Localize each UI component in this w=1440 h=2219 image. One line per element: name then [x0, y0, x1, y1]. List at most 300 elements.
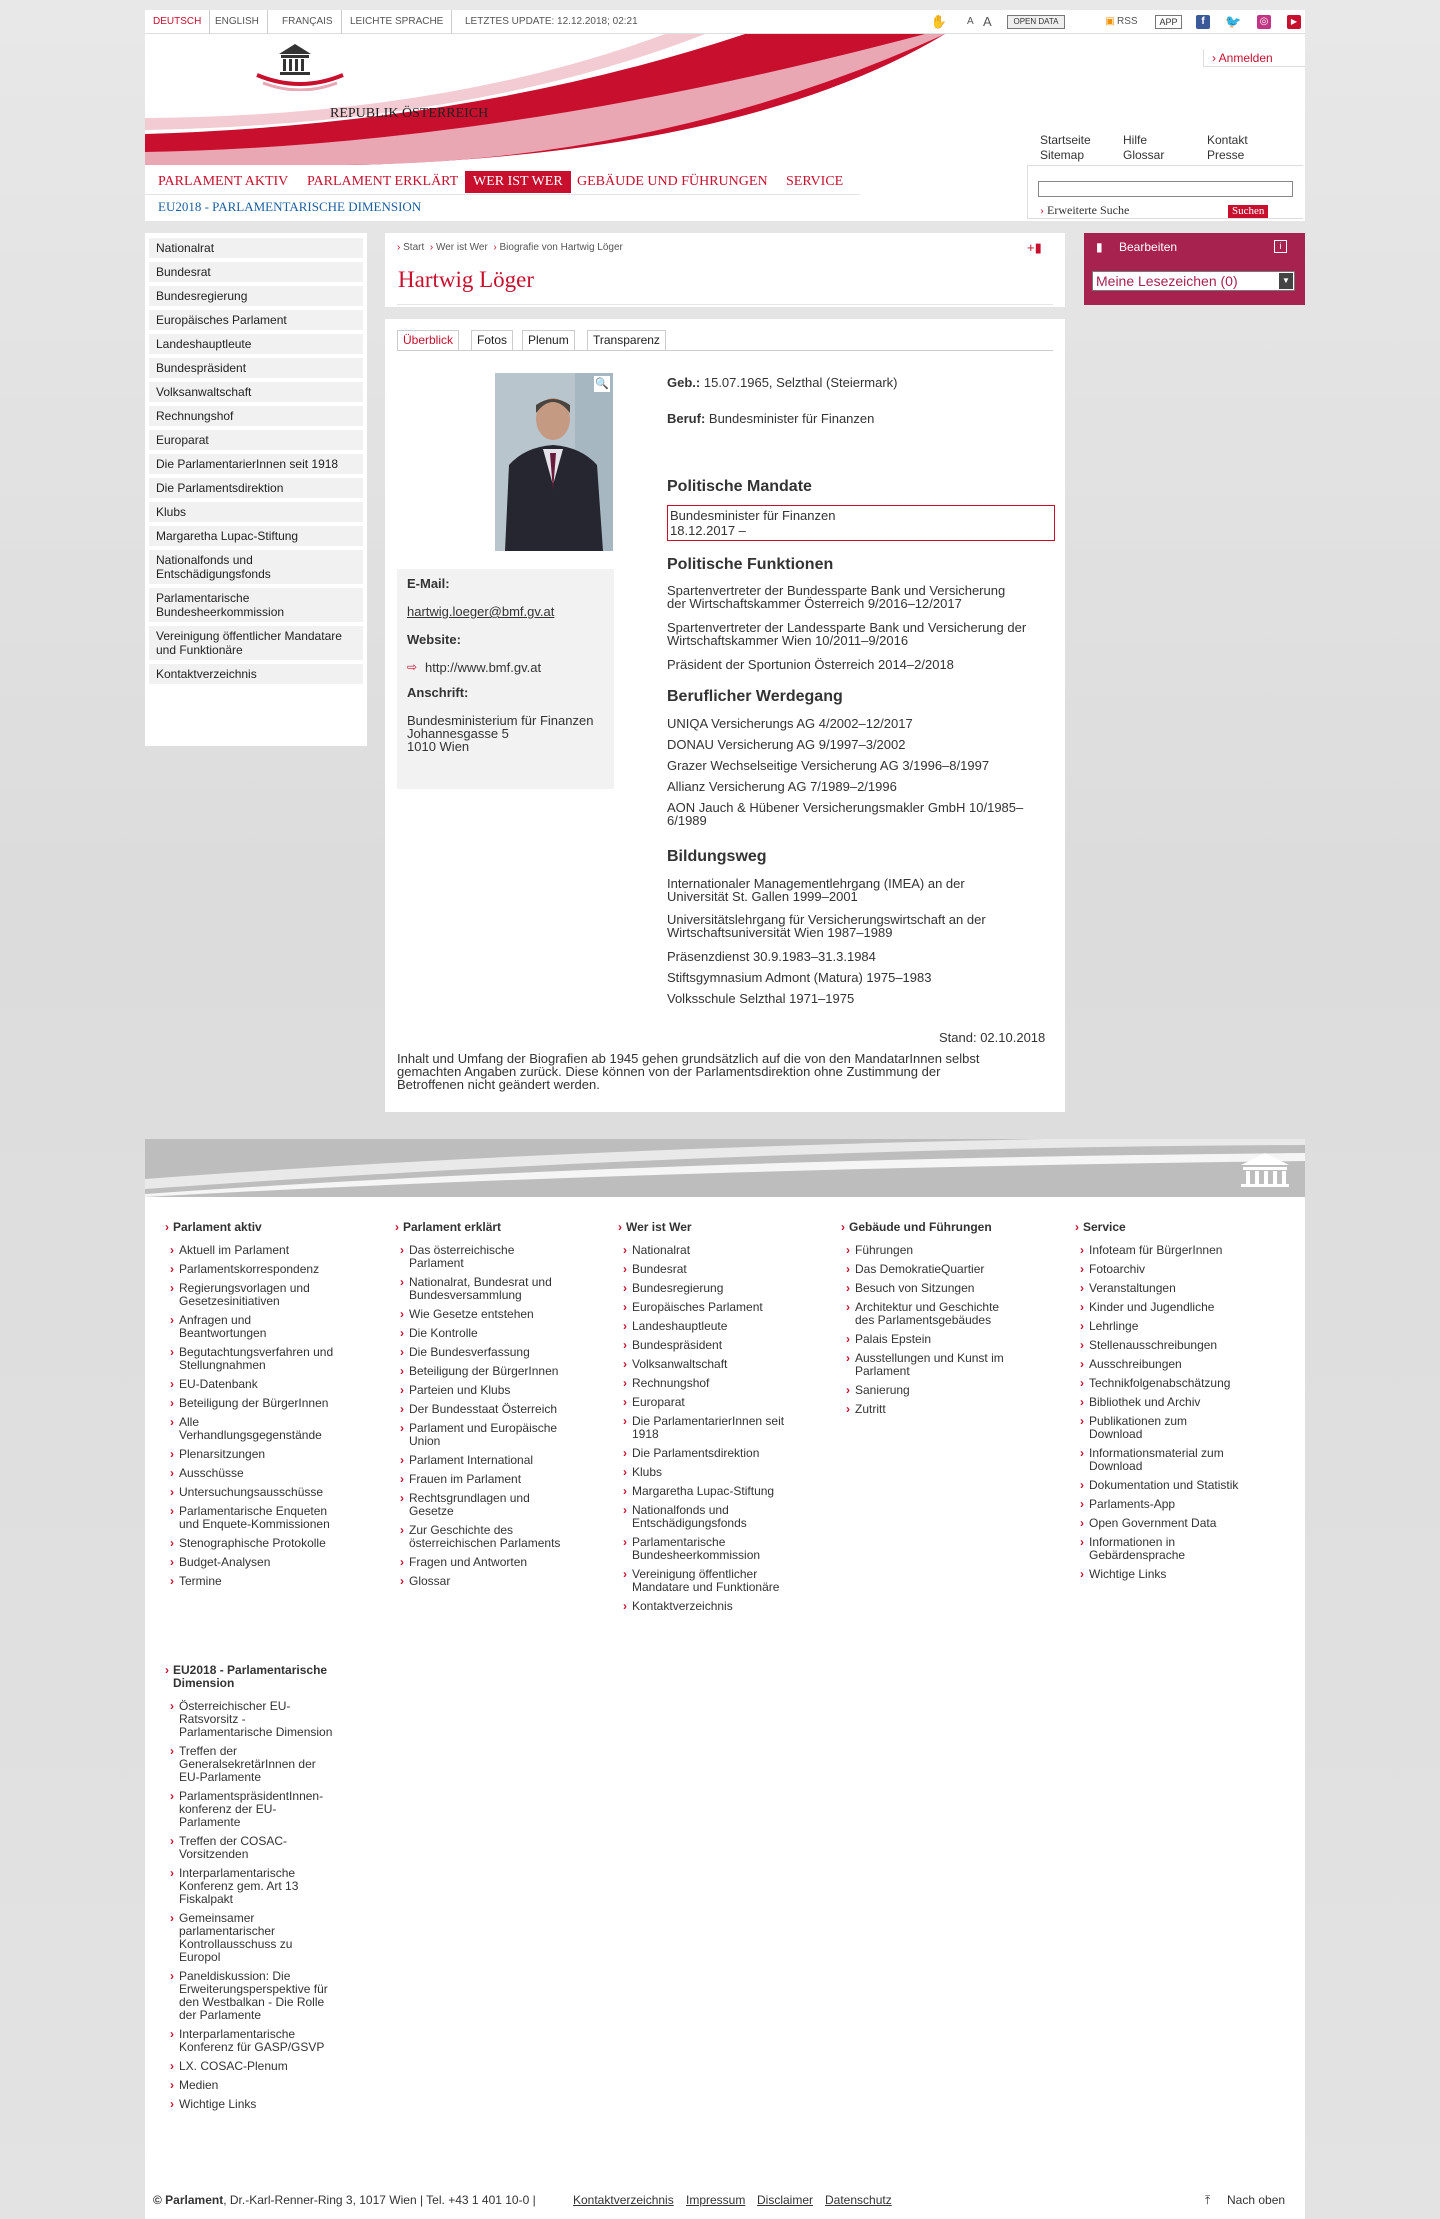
footer-column — [165, 1221, 375, 1594]
education-item: Stiftsgymnasium Admont (Matura) 1975–1983 — [667, 970, 932, 985]
footer-link-line: › Nationalfonds und — [632, 1503, 729, 1517]
education-heading: Bildungsweg — [667, 848, 767, 865]
sidebar-item[interactable]: Bundesrat — [149, 262, 363, 282]
last-update: LETZTES UPDATE: 12.12.2018; 02:21 — [465, 16, 638, 27]
title-panel — [385, 233, 1065, 307]
zoom-icon[interactable]: 🔍 — [595, 378, 609, 390]
sign-language-icon[interactable]: ✋ — [930, 14, 948, 29]
footer-link-line: Mandatare und Funktionäre — [632, 1580, 780, 1594]
sidebar-item[interactable]: Nationalfonds und Entschädigungsfonds — [149, 550, 363, 584]
footer-link-line: konferenz der EU- — [179, 1802, 277, 1816]
footer-link-line: › Untersuchungsausschüsse — [179, 1485, 324, 1499]
footer-link-line: › Glossar — [409, 1574, 451, 1588]
footer-link[interactable] — [395, 1327, 605, 1340]
sidebar-item[interactable]: Die ParlamentarierInnen seit 1918 — [149, 454, 363, 474]
rss-link[interactable]: RSS — [1117, 16, 1138, 27]
footer-link[interactable] — [1075, 1568, 1285, 1581]
footer-link-line: › Veranstaltungen — [1089, 1281, 1176, 1295]
footer-link-line: › Frauen im Parlament — [409, 1472, 522, 1486]
footer-link-line: › Wie Gesetze entstehen — [409, 1307, 534, 1321]
footer-link-line: des Parlamentsgebäudes — [855, 1313, 992, 1327]
footer-link-line: Gesetzesinitiativen — [179, 1294, 280, 1308]
footer-link[interactable] — [165, 1282, 375, 1308]
footer-heading[interactable]: › Wer ist Wer — [618, 1221, 828, 1234]
footer-link[interactable] — [841, 1282, 1051, 1295]
lang-francais[interactable]: FRANÇAIS — [274, 10, 342, 34]
site-header — [145, 34, 1305, 165]
footer — [145, 1139, 1305, 2219]
footer-link[interactable] — [1075, 1282, 1285, 1295]
footer-link[interactable] — [1075, 1536, 1285, 1562]
instagram-icon[interactable]: ◎ — [1257, 15, 1271, 29]
rss-icon[interactable]: ▣ — [1105, 16, 1115, 27]
edit-link[interactable]: Bearbeiten — [1119, 240, 1178, 254]
footer-link[interactable] — [841, 1333, 1051, 1346]
footer-link-line: › Parlament und Europäische — [409, 1421, 558, 1435]
footer-link[interactable] — [618, 1320, 828, 1333]
footer-link-line: › Kontaktverzeichnis — [632, 1599, 733, 1613]
footer-link-line: › Bundespräsident — [632, 1338, 723, 1352]
footer-heading[interactable]: › Parlament erklärt — [395, 1221, 605, 1234]
footer-link-line: › Palais Epstein — [855, 1332, 932, 1346]
nav-gebaeude-fuehrungen[interactable]: GEBÄUDE UND FÜHRUNGEN — [577, 174, 768, 189]
footer-link-line: › Wichtige Links — [179, 2097, 257, 2111]
bookmark-box — [1084, 233, 1305, 305]
footer-link-line: › Bundesrat — [632, 1262, 687, 1276]
sidebar-item[interactable]: Klubs — [149, 502, 363, 522]
footer-link-line: › Rechnungshof — [632, 1376, 710, 1390]
footer-link[interactable] — [1075, 1396, 1285, 1409]
footer-link-line: › Medien — [179, 2078, 219, 2092]
footer-link[interactable] — [165, 1244, 375, 1257]
footer-heading[interactable]: › Service — [1075, 1221, 1285, 1234]
bookmarks-select[interactable]: Meine Lesezeichen (0) ▼ — [1092, 271, 1295, 291]
footer-link[interactable] — [395, 1244, 605, 1270]
footer-link-datenschutz[interactable]: Datenschutz — [825, 2193, 892, 2207]
contact-box — [397, 569, 614, 789]
footer-link[interactable] — [165, 1346, 375, 1372]
footer-link-line: › Die Parlamentsdirektion — [632, 1446, 760, 1460]
sidebar-item[interactable]: Rechnungshof — [149, 406, 363, 426]
footer-link-line: › Plenarsitzungen — [179, 1447, 266, 1461]
sidebar-item[interactable]: Die Parlamentsdirektion — [149, 478, 363, 498]
sidebar-item[interactable]: Landeshauptleute — [149, 334, 363, 354]
bio-panel — [385, 319, 1065, 1112]
footer-link-line: › ParlamentspräsidentInnen- — [179, 1789, 324, 1803]
footer-link-line: Bundesversammlung — [409, 1288, 522, 1302]
footer-link[interactable] — [165, 1700, 380, 1739]
footer-link[interactable] — [165, 1537, 375, 1550]
footer-link-line: › Termine — [179, 1574, 222, 1588]
footer-link[interactable] — [841, 1263, 1051, 1276]
footer-link-line: parlamentarischer — [179, 1924, 276, 1938]
footer-link[interactable] — [395, 1556, 605, 1569]
footer-link-line: › Rechtsgrundlagen und — [409, 1491, 530, 1505]
footer-link-line: › Margaretha Lupac-Stiftung — [632, 1484, 775, 1498]
footer-heading-line: Dimension — [173, 1676, 235, 1690]
footer-link-line: › Informationen in — [1089, 1535, 1176, 1549]
footer-link[interactable] — [165, 1505, 375, 1531]
footer-link-line: Verhandlungsgegenstände — [179, 1428, 322, 1442]
footer-link-line: › Stenographische Protokolle — [179, 1536, 326, 1550]
footer-link-line: Ratsvorsitz - — [179, 1712, 246, 1726]
footer-link[interactable] — [165, 1314, 375, 1340]
footer-column — [1075, 1221, 1285, 1587]
footer-link-line: Gebärdensprache — [1089, 1548, 1186, 1562]
sidebar — [145, 233, 367, 746]
lang-leichte-sprache[interactable]: LEICHTE SPRACHE — [342, 10, 452, 34]
footer-heading[interactable]: › Gebäude und Führungen — [841, 1221, 1051, 1234]
footer-link-line: Parlament — [409, 1256, 464, 1270]
footer-link-line: › Das DemokratieQuartier — [855, 1262, 985, 1276]
footer-column — [395, 1221, 605, 1594]
email-link[interactable]: hartwig.loeger@bmf.gv.at — [407, 604, 555, 619]
education-item: Internationaler Managementlehrgang (IMEA) an der Universität St. Gallen 1999–2001 — [667, 876, 965, 904]
breadcrumb: › Start › Wer ist Wer › Biografie von Hartwig Löger — [397, 242, 623, 253]
footer-link[interactable] — [165, 1835, 380, 1861]
footer-link-line: Download — [1089, 1427, 1143, 1441]
footer-link-line: Konferenz gem. Art 13 — [179, 1879, 299, 1893]
sidebar-item[interactable]: Vereinigung öffentlicher Mandatare und Funktionäre — [149, 626, 363, 660]
footer-link[interactable] — [1075, 1244, 1285, 1257]
open-data-button[interactable]: OPEN DATA — [1007, 15, 1065, 29]
tab-plenum[interactable]: Plenum — [522, 330, 575, 350]
footer-link[interactable] — [165, 1486, 375, 1499]
footer-link-line: und Enquete-Kommissionen — [179, 1517, 330, 1531]
footer-link[interactable] — [1075, 1479, 1285, 1492]
nav-parlament-erklaert[interactable]: PARLAMENT ERKLÄRT — [307, 174, 459, 189]
footer-link-line: › Beteiligung der BürgerInnen — [179, 1396, 329, 1410]
footer-link-line: › Die Bundesverfassung — [409, 1345, 530, 1359]
copyright: © Parlament, Dr.-Karl-Renner-Ring 3, 1017 Wien | Tel. +43 1 401 10-0 | — [153, 2193, 536, 2207]
util-hilfe[interactable]: Hilfe — [1123, 133, 1148, 147]
footer-link-line: Download — [1089, 1459, 1143, 1473]
footer-link-line: › Sanierung — [855, 1383, 910, 1397]
footer-link[interactable] — [841, 1352, 1051, 1378]
function-item: Präsident der Sportunion Österreich 2014–2/2018 — [667, 657, 954, 672]
footer-link-line: › Zutritt — [855, 1402, 886, 1416]
education-item: Volksschule Selzthal 1971–1975 — [667, 991, 855, 1006]
footer-link[interactable] — [618, 1536, 828, 1562]
footer-link-line: › Vereinigung öffentlicher — [632, 1567, 758, 1581]
footer-link-line: › Ausschüsse — [179, 1466, 244, 1480]
footer-link-line: › Anfragen und — [179, 1313, 252, 1327]
footer-link-line: › Volksanwaltschaft — [632, 1357, 728, 1371]
address-label: Anschrift: — [407, 685, 469, 700]
lang-english[interactable]: ENGLISH — [207, 10, 268, 34]
footer-link-impressum[interactable]: Impressum — [686, 2193, 746, 2207]
footer-link[interactable] — [618, 1244, 828, 1257]
tab-ueberblick[interactable]: Überblick — [397, 330, 459, 350]
footer-link[interactable] — [1075, 1498, 1285, 1511]
email-label: E-Mail: — [407, 576, 450, 591]
footer-link[interactable] — [1075, 1517, 1285, 1530]
footer-link-line: › LX. COSAC-Plenum — [179, 2059, 288, 2073]
facebook-icon[interactable]: f — [1196, 15, 1210, 29]
footer-link-line: › Alle — [179, 1415, 200, 1429]
footer-link[interactable] — [841, 1384, 1051, 1397]
footer-link-line: der Parlamente — [179, 2008, 262, 2022]
bottom-bar — [145, 2185, 1305, 2215]
footer-link[interactable] — [1075, 1415, 1285, 1441]
login-link[interactable]: › Anmelden — [1203, 49, 1305, 67]
nav-wer-ist-wer[interactable]: WER IST WER — [465, 171, 571, 193]
nav-service[interactable]: SERVICE — [786, 174, 844, 189]
footer-link[interactable] — [165, 1745, 380, 1784]
footer-link[interactable] — [1075, 1320, 1285, 1333]
footer-link[interactable] — [395, 1524, 605, 1550]
footer-link[interactable] — [165, 1397, 375, 1410]
footer-heading[interactable] — [165, 1664, 380, 1690]
footer-link-line: › Europarat — [632, 1395, 685, 1409]
footer-link[interactable] — [618, 1358, 828, 1371]
footer-eu-column — [165, 1664, 380, 2117]
footer-link[interactable] — [618, 1282, 828, 1295]
sidebar-item[interactable]: Margaretha Lupac-Stiftung — [149, 526, 363, 546]
footer-link-line: › Nationalrat — [632, 1243, 691, 1257]
footer-link-line: Beantwortungen — [179, 1326, 267, 1340]
footer-link-line: › Treffen der — [179, 1744, 238, 1758]
breadcrumb-start[interactable]: Start — [403, 242, 425, 253]
footer-link-line: › Paneldiskussion: Die — [179, 1969, 291, 1983]
footer-link[interactable] — [165, 1970, 380, 2022]
sidebar-item[interactable]: Bundespräsident — [149, 358, 363, 378]
footer-link[interactable] — [841, 1403, 1051, 1416]
footer-link-line: › Treffen der COSAC- — [179, 1834, 288, 1848]
youtube-icon[interactable]: ▶ — [1287, 15, 1301, 29]
parliament-logo-icon — [1235, 1149, 1295, 1189]
footer-link-line: › Budget-Analysen — [179, 1555, 271, 1569]
footer-link-line: den Westbalkan - Die Rolle — [179, 1995, 325, 2009]
profession: Beruf: Bundesminister für Finanzen — [667, 411, 875, 426]
footer-link-line: › Interparlamentarische — [179, 2027, 296, 2041]
sidebar-item[interactable]: Europäisches Parlament — [149, 310, 363, 330]
util-glossar[interactable]: Glossar — [1123, 148, 1165, 162]
page-title: Hartwig Löger — [398, 267, 535, 292]
twitter-icon[interactable]: 🐦 — [1225, 14, 1242, 29]
footer-link-line: › Parteien und Klubs — [409, 1383, 511, 1397]
footer-link[interactable] — [1075, 1301, 1285, 1314]
util-startseite[interactable]: Startseite — [1040, 133, 1091, 147]
sidebar-item[interactable]: Volksanwaltschaft — [149, 382, 363, 402]
footer-link-line: Union — [409, 1434, 441, 1448]
footer-link[interactable] — [165, 1575, 375, 1588]
footer-link-line: › Ausschreibungen — [1089, 1357, 1182, 1371]
footer-link-line: › Wichtige Links — [1089, 1567, 1167, 1581]
footer-link-line: › Begutachtungsverfahren und — [179, 1345, 334, 1359]
footer-link[interactable] — [165, 1790, 380, 1829]
footer-link-line: Entschädigungsfonds — [632, 1516, 747, 1530]
tab-fotos[interactable]: Fotos — [471, 330, 513, 350]
footer-link-disclaimer[interactable]: Disclaimer — [757, 2193, 814, 2207]
footer-link-line: › Bibliothek und Archiv — [1089, 1395, 1201, 1409]
footer-link-line: Konferenz für GASP/GSVP — [179, 2040, 325, 2054]
disclaimer: Inhalt und Umfang der Biografien ab 1945 gehen grundsätzlich auf die von den MandatarInnen selbst gemachten Angaben zurück. Diese können von der Parlamentsdirektion ohne Zustimmung der Betroffenen nicht geändert werden. — [397, 1051, 980, 1092]
footer-link[interactable] — [165, 1263, 375, 1276]
footer-link-line: › Open Government Data — [1089, 1516, 1217, 1530]
footer-link[interactable] — [618, 1263, 828, 1276]
arrow-up-icon[interactable]: ⤒ — [1205, 2193, 1211, 2207]
footer-link[interactable] — [1075, 1447, 1285, 1473]
website-link[interactable]: http://www.bmf.gv.at — [425, 660, 542, 675]
career-item: UNIQA Versicherungs AG 4/2002–12/2017 — [667, 716, 913, 731]
breadcrumb-wer-ist-wer[interactable]: Wer ist Wer — [435, 242, 488, 253]
footer-link-line: › Führungen — [855, 1243, 914, 1257]
career-item: Grazer Wechselseitige Versicherung AG 3/1996–8/1997 — [667, 758, 990, 773]
util-kontakt[interactable]: Kontakt — [1207, 133, 1248, 147]
search-box — [1027, 165, 1303, 219]
footer-link[interactable] — [165, 2060, 380, 2073]
footer-link[interactable] — [395, 1492, 605, 1518]
logo-swoosh — [255, 71, 345, 91]
footer-link[interactable] — [165, 2079, 380, 2092]
footer-link[interactable] — [618, 1600, 828, 1613]
footer-link-line: › Österreichischer EU- — [179, 1699, 291, 1713]
sidebar-item[interactable]: Nationalrat — [149, 238, 363, 258]
footer-link-line: › Interparlamentarische — [179, 1866, 296, 1880]
footer-link[interactable] — [395, 1575, 605, 1588]
footer-link-line: Parlament — [855, 1364, 910, 1378]
footer-link[interactable] — [165, 2028, 380, 2054]
search-button[interactable]: Suchen — [1228, 205, 1268, 218]
career-heading: Beruflicher Werdegang — [667, 688, 843, 705]
footer-link[interactable] — [618, 1447, 828, 1460]
footer-heading-line: › EU2018 - Parlamentarische — [173, 1663, 328, 1677]
footer-link-line: Erweiterungsperspektive für — [179, 1982, 328, 1996]
breadcrumb-current: Biografie von Hartwig Löger — [499, 242, 623, 253]
sidebar-item[interactable]: Bundesregierung — [149, 286, 363, 306]
footer-link[interactable] — [395, 1473, 605, 1486]
footer-link-line: › Publikationen zum — [1089, 1414, 1188, 1428]
footer-link-line: › Das österreichische — [409, 1243, 515, 1257]
nav-eu2018[interactable]: EU2018 - PARLAMENTARISCHE DIMENSION — [158, 199, 422, 214]
search-input[interactable] — [1038, 181, 1293, 197]
footer-link-line: › Landeshauptleute — [632, 1319, 728, 1333]
footer-link[interactable] — [395, 1384, 605, 1397]
footer-link[interactable] — [165, 1416, 375, 1442]
nav-parlament-aktiv[interactable]: PARLAMENT AKTIV — [158, 174, 289, 189]
footer-link[interactable] — [395, 1422, 605, 1448]
footer-link[interactable] — [395, 1403, 605, 1416]
footer-link-line: › Informationsmaterial zum — [1089, 1446, 1224, 1460]
footer-link-line: GeneralsekretärInnen der — [179, 1757, 316, 1771]
footer-link-line: › Der Bundesstaat Österreich — [409, 1402, 558, 1416]
footer-link[interactable] — [165, 1556, 375, 1569]
footer-link-line: › Architektur und Geschichte — [855, 1300, 1000, 1314]
footer-link[interactable] — [395, 1454, 605, 1467]
footer-link-line: › Aktuell im Parlament — [179, 1243, 290, 1257]
footer-link[interactable] — [165, 1912, 380, 1964]
lang-deutsch[interactable]: DEUTSCH — [145, 10, 210, 34]
footer-link-line: österreichischen Parlaments — [409, 1536, 561, 1550]
footer-link[interactable] — [841, 1301, 1051, 1327]
logo-subtitle: Parlament — [330, 123, 387, 138]
footer-link-line: › Lehrlinge — [1089, 1319, 1139, 1333]
app-link[interactable]: APP — [1155, 15, 1182, 29]
footer-link[interactable] — [618, 1301, 828, 1314]
footer-link-line: › Fragen und Antworten — [409, 1555, 528, 1569]
sidebar-item[interactable]: Europarat — [149, 430, 363, 450]
footer-link-line: Parlamentarische Dimension — [179, 1725, 333, 1739]
footer-link[interactable] — [618, 1415, 828, 1441]
footer-column — [618, 1221, 828, 1619]
edit-icon: ▮ — [1096, 240, 1103, 254]
footer-link[interactable] — [165, 1867, 380, 1906]
education-item: Präsenzdienst 30.9.1983–31.3.1984 — [667, 949, 876, 964]
footer-link-kontaktverzeichnis[interactable]: Kontaktverzeichnis — [573, 2193, 674, 2207]
footer-link[interactable] — [618, 1504, 828, 1530]
footer-link-line: › Nationalrat, Bundesrat und — [409, 1275, 552, 1289]
footer-link[interactable] — [395, 1276, 605, 1302]
career-item: DONAU Versicherung AG 9/1997–3/2002 — [667, 737, 906, 752]
footer-link[interactable] — [618, 1396, 828, 1409]
career-item: Allianz Versicherung AG 7/1989–2/1996 — [667, 779, 897, 794]
footer-link[interactable] — [165, 2098, 380, 2111]
mandate-heading: Politische Mandate — [667, 478, 812, 495]
bookmark-add-icon[interactable]: +▮ — [1027, 240, 1042, 255]
footer-link[interactable] — [618, 1466, 828, 1479]
footer-link[interactable] — [395, 1365, 605, 1378]
back-to-top-link[interactable]: Nach oben — [1227, 2193, 1286, 2207]
footer-link-line: › Die ParlamentarierInnen seit — [632, 1414, 785, 1428]
tab-transparenz[interactable]: Transparenz — [587, 330, 666, 350]
footer-link-line: 1918 — [632, 1427, 659, 1441]
footer-link[interactable] — [1075, 1377, 1285, 1390]
footer-link-line: Fiskalpakt — [179, 1892, 234, 1906]
footer-link-line: Gesetze — [409, 1504, 454, 1518]
info-icon[interactable]: i — [1274, 240, 1287, 253]
footer-link[interactable] — [395, 1308, 605, 1321]
functions-heading: Politische Funktionen — [667, 556, 834, 573]
footer-link-line: › Regierungsvorlagen und — [179, 1281, 310, 1295]
footer-link-line: › Technikfolgenabschätzung — [1089, 1376, 1231, 1390]
footer-link[interactable] — [618, 1568, 828, 1594]
function-item: Spartenvertreter der Bundessparte Bank und Versicherung der Wirtschaftskammer Österreich 9/2016–12/2017 — [667, 583, 1006, 611]
sidebar-item[interactable]: Parlamentarische Bundesheerkommission — [149, 588, 363, 622]
footer-link[interactable] — [618, 1377, 828, 1390]
sidebar-item[interactable]: Kontaktverzeichnis — [149, 664, 363, 684]
footer-link-line: › EU-Datenbank — [179, 1377, 258, 1391]
portrait-photo[interactable] — [495, 373, 613, 551]
footer-link[interactable] — [618, 1485, 828, 1498]
footer-link-line: › Klubs — [632, 1465, 663, 1479]
footer-link[interactable] — [1075, 1339, 1285, 1352]
footer-link-line: › Gemeinsamer — [179, 1911, 255, 1925]
footer-link[interactable] — [1075, 1263, 1285, 1276]
footer-link-line: › Besuch von Sitzungen — [855, 1281, 975, 1295]
footer-link-line: › Parlamentskorrespondenz — [179, 1262, 320, 1276]
footer-link[interactable] — [841, 1244, 1051, 1257]
footer-link-line: › Kinder und Jugendliche — [1089, 1300, 1215, 1314]
footer-link[interactable] — [165, 1467, 375, 1480]
font-small-button[interactable]: A — [967, 16, 974, 27]
born: Geb.: 15.07.1965, Selzthal (Steiermark) — [667, 375, 898, 390]
footer-link[interactable] — [165, 1378, 375, 1391]
footer-link[interactable] — [618, 1339, 828, 1352]
util-sitemap[interactable]: Sitemap — [1040, 148, 1085, 162]
education-item: Universitätslehrgang für Versicherungswirtschaft an der Wirtschaftsuniversität Wien 1987–1989 — [667, 912, 986, 940]
font-large-button[interactable]: A — [983, 14, 992, 29]
footer-link[interactable] — [1075, 1358, 1285, 1371]
footer-link[interactable] — [395, 1346, 605, 1359]
util-presse[interactable]: Presse — [1207, 148, 1245, 162]
footer-link-line: › Infoteam für BürgerInnen — [1089, 1243, 1223, 1257]
footer-link-line: EU-Parlamente — [179, 1770, 262, 1784]
footer-heading[interactable]: › Parlament aktiv — [165, 1221, 375, 1234]
footer-link[interactable] — [165, 1448, 375, 1461]
external-link-icon: ⇨ — [407, 660, 418, 674]
advanced-search-link[interactable]: › Erweiterte Suche — [1040, 203, 1130, 217]
